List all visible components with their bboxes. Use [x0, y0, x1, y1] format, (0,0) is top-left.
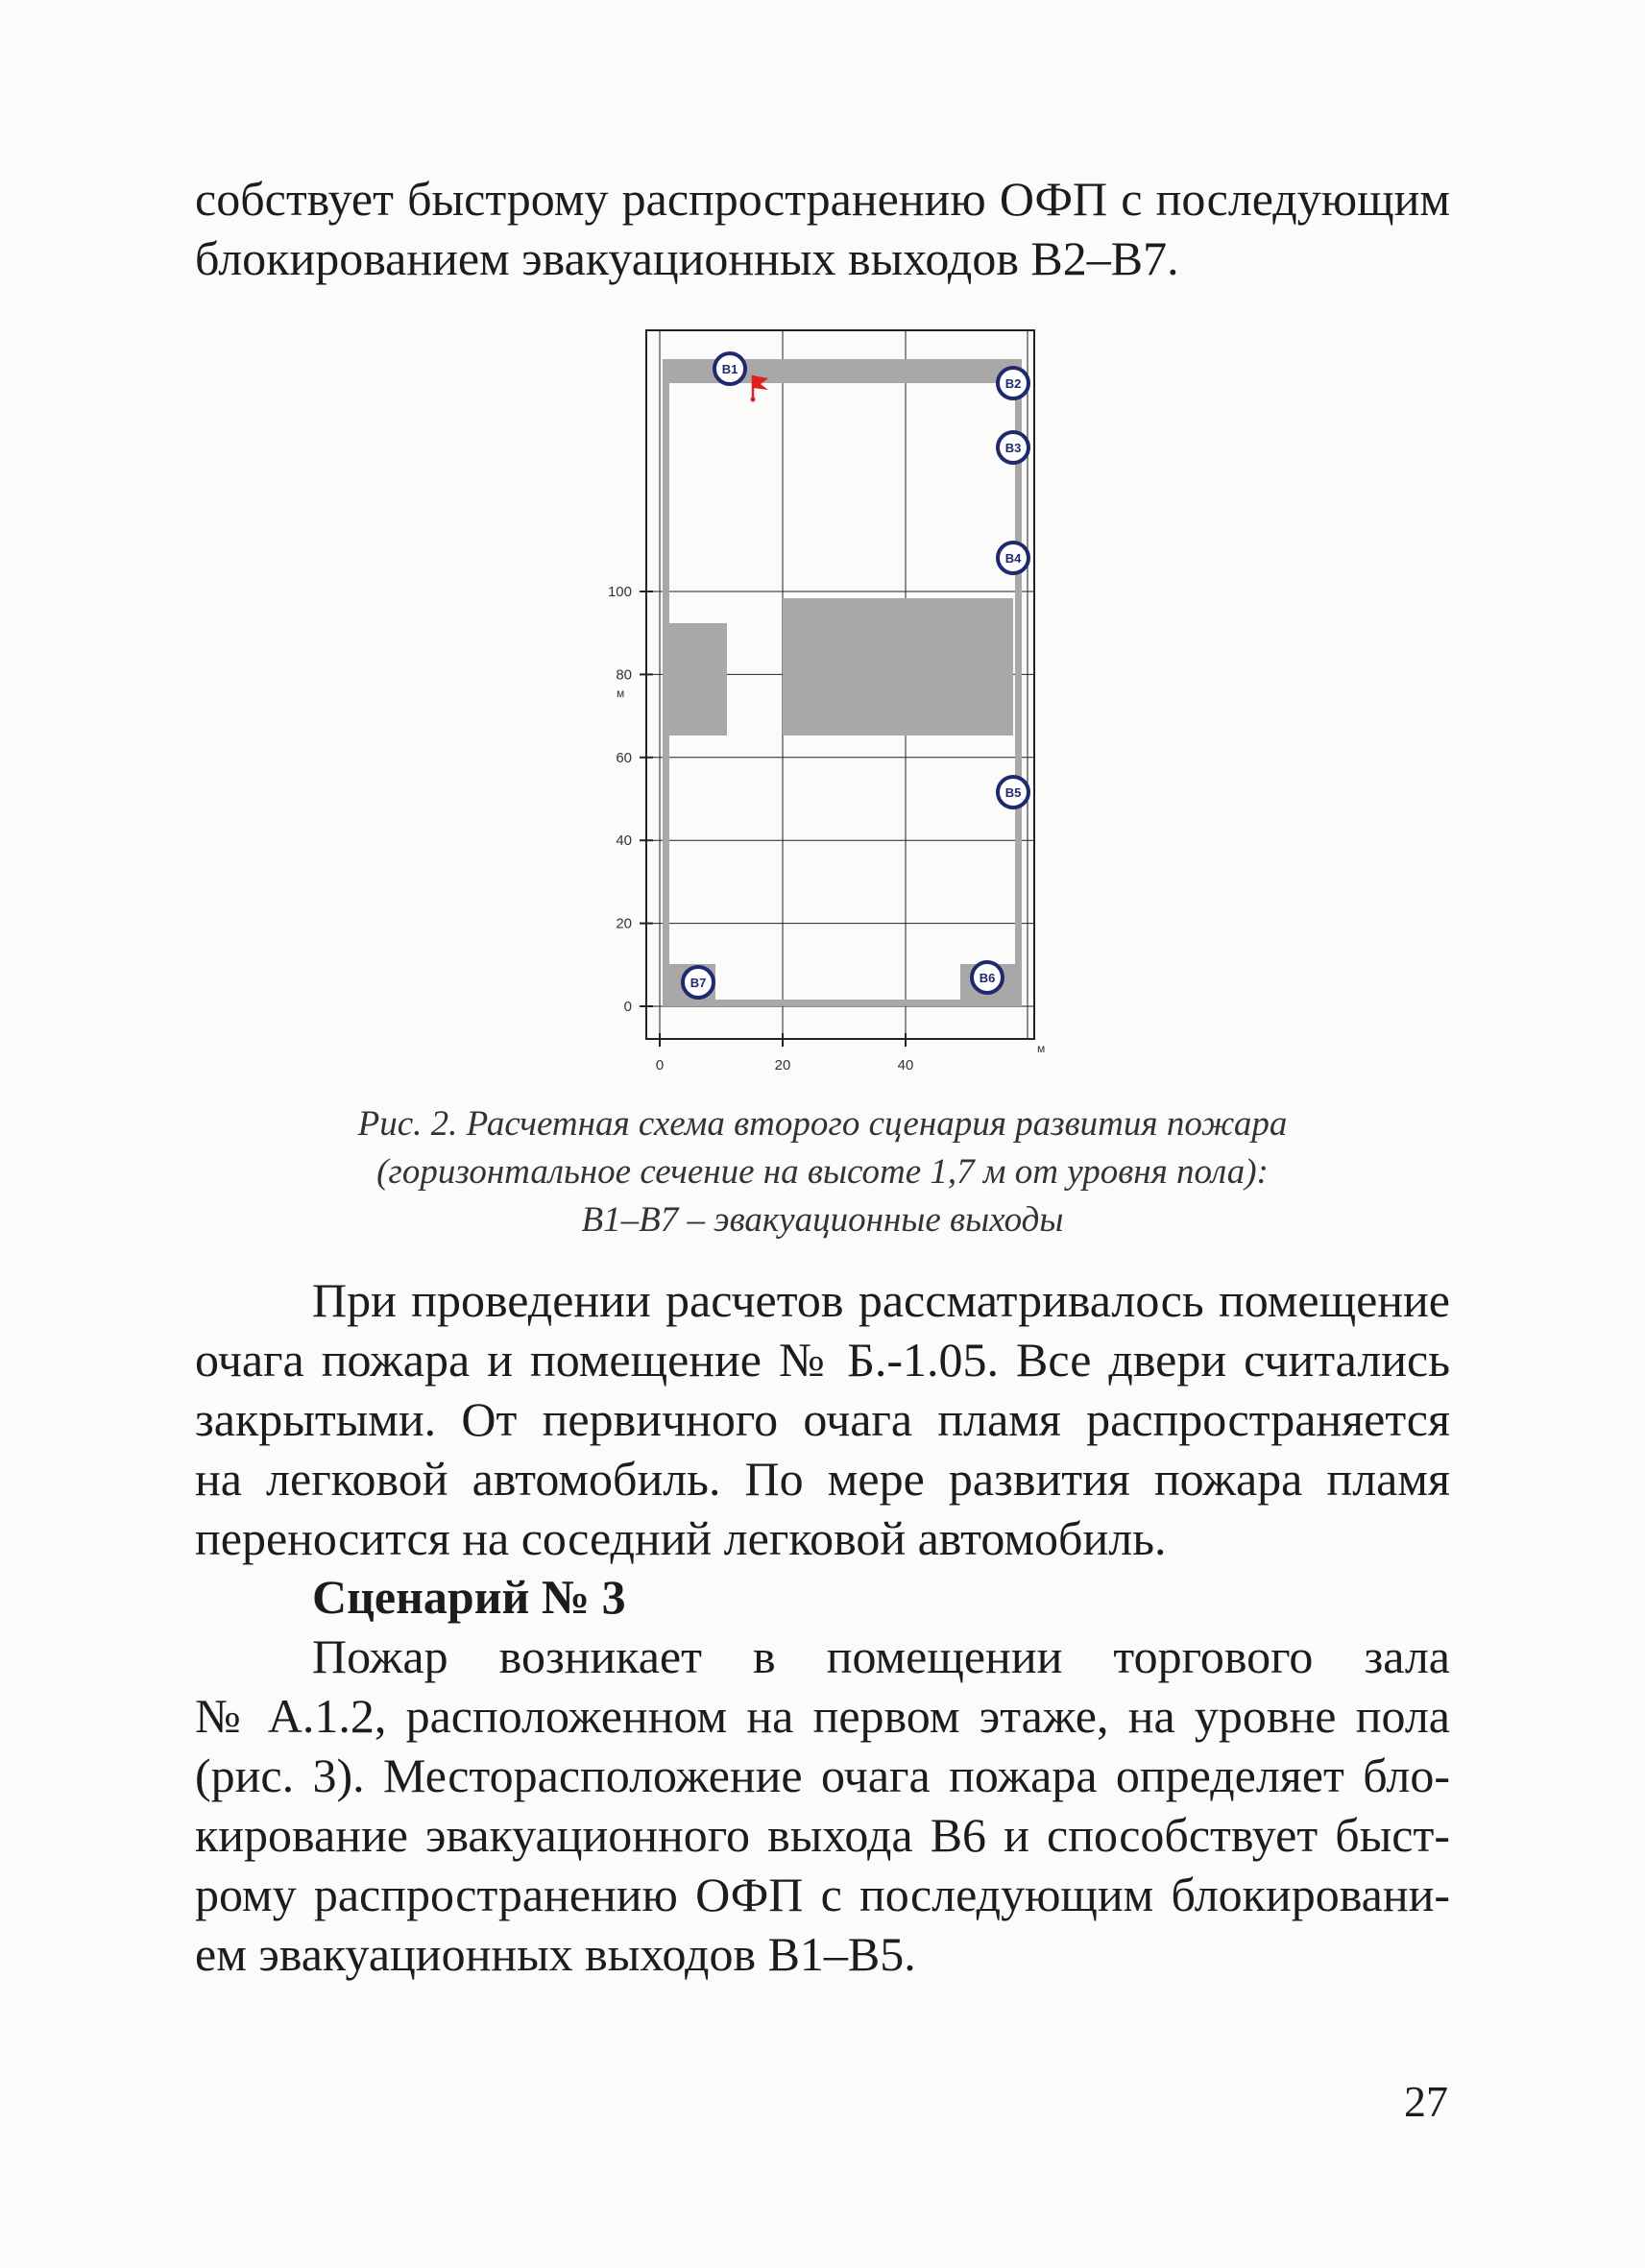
- text-line: (рис. 3). Месторасположение очага пожара определяет бло-: [195, 1749, 1450, 1802]
- exit-marker-b5: [998, 777, 1028, 808]
- caption-line: В1–В7 – эвакуационные выходы: [581, 1200, 1064, 1240]
- exit-label: B3: [1004, 441, 1022, 455]
- text-line: ем эвакуационных выходов В1–В5.: [195, 1927, 916, 1981]
- text-line: Пожар возникает в помещении торгового зала: [312, 1629, 1450, 1683]
- exit-label: B5: [1004, 785, 1022, 800]
- figure-caption: [195, 1100, 1450, 1244]
- y-tick-label: 20: [616, 915, 632, 932]
- y-tick-label: 60: [616, 749, 632, 766]
- evacuation-scheme-figure: [576, 323, 1076, 1081]
- exit-label: B6: [979, 971, 996, 985]
- x-axis-label: м: [1037, 1042, 1046, 1055]
- section-heading: Сценарий № 3: [312, 1570, 626, 1624]
- car-zone-main: [783, 598, 1013, 736]
- y-tick-label: 80: [616, 666, 632, 684]
- x-tick-label: 20: [774, 1057, 791, 1074]
- x-tick-label: 0: [655, 1057, 665, 1074]
- page-number: 27: [1404, 2077, 1448, 2126]
- y-tick-label: 40: [616, 832, 632, 850]
- paragraph-top: [195, 169, 1450, 288]
- exit-label: B1: [721, 362, 738, 376]
- car-zone-left: [669, 623, 727, 736]
- text-line: № А.1.2, расположенном на первом этаже, на уровне пола: [195, 1689, 1450, 1743]
- exit-marker-b7: [683, 967, 714, 998]
- y-tick-label: 0: [623, 999, 632, 1015]
- exit-label: B7: [689, 976, 707, 990]
- text-line: собствует быстрому распространению ОФП с последующим: [195, 172, 1450, 226]
- paragraph-scenario-3: [195, 1627, 1450, 1984]
- y-axis-label: м: [617, 687, 625, 700]
- fire-source-icon: [751, 375, 769, 402]
- exit-marker-b2: [998, 368, 1028, 398]
- text-line: переносится на соседний легковой автомобиль.: [195, 1511, 1167, 1565]
- text-line: блокированием эвакуационных выходов В2–В7.: [195, 231, 1179, 285]
- y-tick-label: 100: [607, 584, 632, 600]
- text-line: очага пожара и помещение № Б.-1.05. Все двери считались: [195, 1333, 1450, 1387]
- exit-label: B2: [1004, 376, 1022, 391]
- text-line: При проведении расчетов рассматривалось помещение: [312, 1273, 1450, 1327]
- exit-marker-b1: [714, 353, 745, 384]
- x-tick-label: 40: [897, 1057, 914, 1074]
- text-line: на легковой автомобиль. По мере развития пожара пламя: [195, 1452, 1450, 1506]
- text-line: кирование эвакуационного выхода В6 и способствует быст-: [195, 1808, 1450, 1862]
- exit-marker-b3: [998, 432, 1028, 463]
- text-line: рому распространению ОФП с последующим блокировани-: [195, 1868, 1450, 1921]
- caption-line: Рис. 2. Расчетная схема второго сценария развития пожара: [357, 1104, 1288, 1144]
- exit-marker-b4: [998, 543, 1028, 573]
- text-line: закрытыми. От первичного очага пламя распространяется: [195, 1392, 1450, 1446]
- caption-line: (горизонтальное сечение на высоте 1,7 м от уровня пола):: [376, 1152, 1269, 1192]
- floor-plan: [663, 359, 1022, 1006]
- exit-marker-b6: [972, 962, 1003, 993]
- paragraph-calculation: [195, 1270, 1450, 1568]
- exit-label: B4: [1004, 551, 1022, 566]
